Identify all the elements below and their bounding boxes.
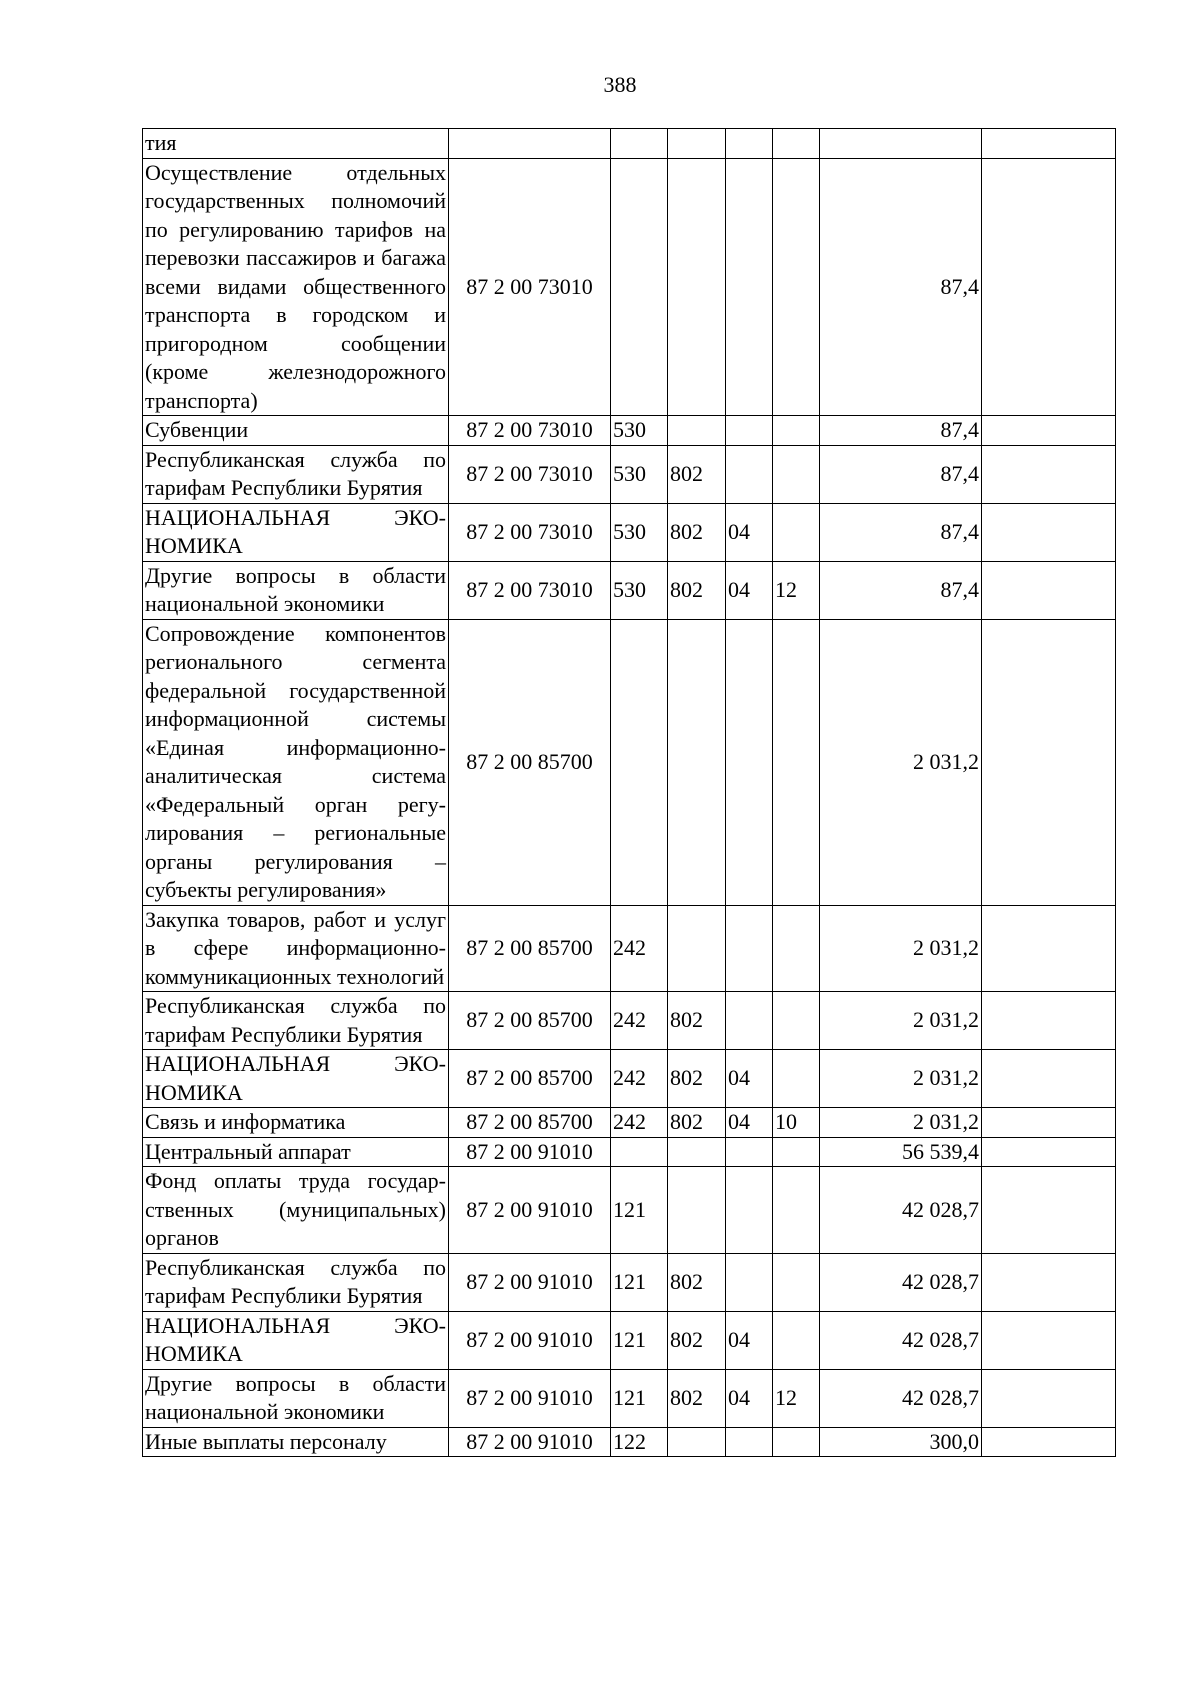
section-cell [726,992,773,1050]
table-row [143,1253,1116,1311]
expense-type-cell: 530 [611,561,668,619]
target-code-cell: 87 2 00 73010 [449,158,611,416]
amount-cell: 2 031,2 [820,619,982,905]
administrator-cell: 802 [668,1050,726,1108]
subsection-cell [773,158,820,416]
target-code-cell: 87 2 00 91010 [449,1311,611,1369]
administrator-cell: 802 [668,992,726,1050]
extra-cell [982,561,1116,619]
subsection-cell: 12 [773,1369,820,1427]
administrator-cell [668,1167,726,1254]
section-cell: 04 [726,1369,773,1427]
table-body [143,129,1116,1457]
table-row [143,561,1116,619]
table-row [143,1108,1116,1138]
section-cell: 04 [726,561,773,619]
subsection-cell [773,445,820,503]
item-name-cell: Центральный аппарат [143,1137,449,1167]
amount-cell: 42 028,7 [820,1167,982,1254]
amount-cell: 2 031,2 [820,1108,982,1138]
expense-type-cell: 530 [611,445,668,503]
target-code-cell: 87 2 00 73010 [449,561,611,619]
subsection-cell [773,1137,820,1167]
table-row [143,503,1116,561]
target-code-cell: 87 2 00 85700 [449,1050,611,1108]
item-name-cell: Иные выплаты персоналу [143,1427,449,1457]
table-row [143,416,1116,446]
extra-cell [982,1253,1116,1311]
table-row [143,1369,1116,1427]
subsection-cell: 10 [773,1108,820,1138]
item-name-cell: НАЦИОНАЛЬНАЯ ЭКОНОМИКА [143,1050,449,1108]
expense-type-cell: 122 [611,1427,668,1457]
administrator-cell: 802 [668,1311,726,1369]
section-cell [726,1137,773,1167]
expense-type-cell: 121 [611,1369,668,1427]
page-number: 388 [603,72,637,97]
subsection-cell [773,905,820,992]
target-code-cell: 87 2 00 73010 [449,503,611,561]
table-row [143,1167,1116,1254]
administrator-cell [668,619,726,905]
amount-cell: 2 031,2 [820,992,982,1050]
expense-type-cell [611,158,668,416]
amount-cell: 87,4 [820,158,982,416]
item-name-cell: Республиканская служба по тарифам Республики Бурятия [143,445,449,503]
administrator-cell [668,1427,726,1457]
administrator-cell [668,1137,726,1167]
extra-cell [982,1137,1116,1167]
administrator-cell: 802 [668,561,726,619]
target-code-cell: 87 2 00 85700 [449,1108,611,1138]
amount-cell: 2 031,2 [820,1050,982,1108]
item-name-cell: тия [143,129,449,159]
administrator-cell: 802 [668,503,726,561]
target-code-cell: 87 2 00 91010 [449,1427,611,1457]
expense-type-cell: 242 [611,992,668,1050]
extra-cell [982,905,1116,992]
administrator-cell: 802 [668,1369,726,1427]
item-name-cell: Другие вопросы в области национальной экономики [143,561,449,619]
expense-type-cell [611,619,668,905]
section-cell [726,1427,773,1457]
subsection-cell [773,1253,820,1311]
target-code-cell [449,129,611,159]
table-row [143,445,1116,503]
subsection-cell [773,1427,820,1457]
extra-cell [982,619,1116,905]
subsection-cell [773,416,820,446]
item-name-cell: Закупка товаров, работ и услуг в сфере информационно-коммуникационных технологий [143,905,449,992]
table-row [143,992,1116,1050]
section-cell: 04 [726,503,773,561]
extra-cell [982,158,1116,416]
item-name-cell: Другие вопросы в области национальной экономики [143,1369,449,1427]
target-code-cell: 87 2 00 85700 [449,905,611,992]
amount-cell: 42 028,7 [820,1369,982,1427]
subsection-cell [773,1167,820,1254]
extra-cell [982,1369,1116,1427]
expense-type-cell [611,129,668,159]
section-cell [726,445,773,503]
administrator-cell [668,416,726,446]
amount-cell: 87,4 [820,416,982,446]
subsection-cell [773,129,820,159]
extra-cell [982,129,1116,159]
extra-cell [982,1108,1116,1138]
subsection-cell [773,1050,820,1108]
table-row [143,905,1116,992]
subsection-cell: 12 [773,561,820,619]
target-code-cell: 87 2 00 85700 [449,992,611,1050]
table-row [143,1137,1116,1167]
administrator-cell [668,158,726,416]
section-cell: 04 [726,1311,773,1369]
amount-cell [820,129,982,159]
amount-cell: 2 031,2 [820,905,982,992]
amount-cell: 42 028,7 [820,1311,982,1369]
amount-cell: 87,4 [820,503,982,561]
expense-type-cell: 530 [611,416,668,446]
target-code-cell: 87 2 00 91010 [449,1137,611,1167]
item-name-cell: НАЦИОНАЛЬНАЯ ЭКОНОМИКА [143,503,449,561]
extra-cell [982,416,1116,446]
section-cell [726,416,773,446]
section-cell [726,905,773,992]
extra-cell [982,992,1116,1050]
item-name-cell: Осуществление отдельных государственных полномочий по регулированию тарифов на перевозки пассажиров и багажа всеми видами общественного транспорта в городском и пригородном сообщении (кроме железнодорожного транспорта) [143,158,449,416]
amount-cell: 300,0 [820,1427,982,1457]
item-name-cell: НАЦИОНАЛЬНАЯ ЭКОНОМИКА [143,1311,449,1369]
target-code-cell: 87 2 00 91010 [449,1167,611,1254]
section-cell [726,1253,773,1311]
expense-type-cell: 121 [611,1253,668,1311]
section-cell [726,158,773,416]
amount-cell: 56 539,4 [820,1137,982,1167]
item-name-cell: Субвенции [143,416,449,446]
section-cell [726,1167,773,1254]
subsection-cell [773,619,820,905]
administrator-cell [668,129,726,159]
extra-cell [982,1427,1116,1457]
subsection-cell [773,1311,820,1369]
amount-cell: 87,4 [820,561,982,619]
expense-type-cell: 121 [611,1167,668,1254]
table-row [143,1050,1116,1108]
target-code-cell: 87 2 00 85700 [449,619,611,905]
expense-type-cell: 530 [611,503,668,561]
amount-cell: 42 028,7 [820,1253,982,1311]
subsection-cell [773,503,820,561]
section-cell [726,619,773,905]
expense-type-cell: 242 [611,1108,668,1138]
item-name-cell: Фонд оплаты труда государственных (муниципальных) органов [143,1167,449,1254]
target-code-cell: 87 2 00 91010 [449,1369,611,1427]
item-name-cell: Республиканская служба по тарифам Республики Бурятия [143,1253,449,1311]
administrator-cell: 802 [668,445,726,503]
table-row [143,158,1116,416]
target-code-cell: 87 2 00 73010 [449,416,611,446]
target-code-cell: 87 2 00 91010 [449,1253,611,1311]
table-row [143,129,1116,159]
amount-cell: 87,4 [820,445,982,503]
expense-type-cell: 242 [611,1050,668,1108]
target-code-cell: 87 2 00 73010 [449,445,611,503]
expense-type-cell: 242 [611,905,668,992]
expense-type-cell [611,1137,668,1167]
extra-cell [982,1050,1116,1108]
extra-cell [982,445,1116,503]
budget-table [142,128,1116,1457]
section-cell: 04 [726,1050,773,1108]
extra-cell [982,1311,1116,1369]
table-row [143,619,1116,905]
section-cell [726,129,773,159]
expense-type-cell: 121 [611,1311,668,1369]
subsection-cell [773,992,820,1050]
administrator-cell: 802 [668,1108,726,1138]
section-cell: 04 [726,1108,773,1138]
table-row [143,1311,1116,1369]
item-name-cell: Связь и информатика [143,1108,449,1138]
item-name-cell: Республиканская служба по тарифам Республики Бурятия [143,992,449,1050]
table-row [143,1427,1116,1457]
extra-cell [982,1167,1116,1254]
item-name-cell: Сопровождение компонентов регионального сегмента федеральной государственной информационной системы «Единая информационно-аналитическая система «Федеральный орган регулирования – региональные органы регулирования – субъекты регулирования» [143,619,449,905]
administrator-cell: 802 [668,1253,726,1311]
extra-cell [982,503,1116,561]
administrator-cell [668,905,726,992]
